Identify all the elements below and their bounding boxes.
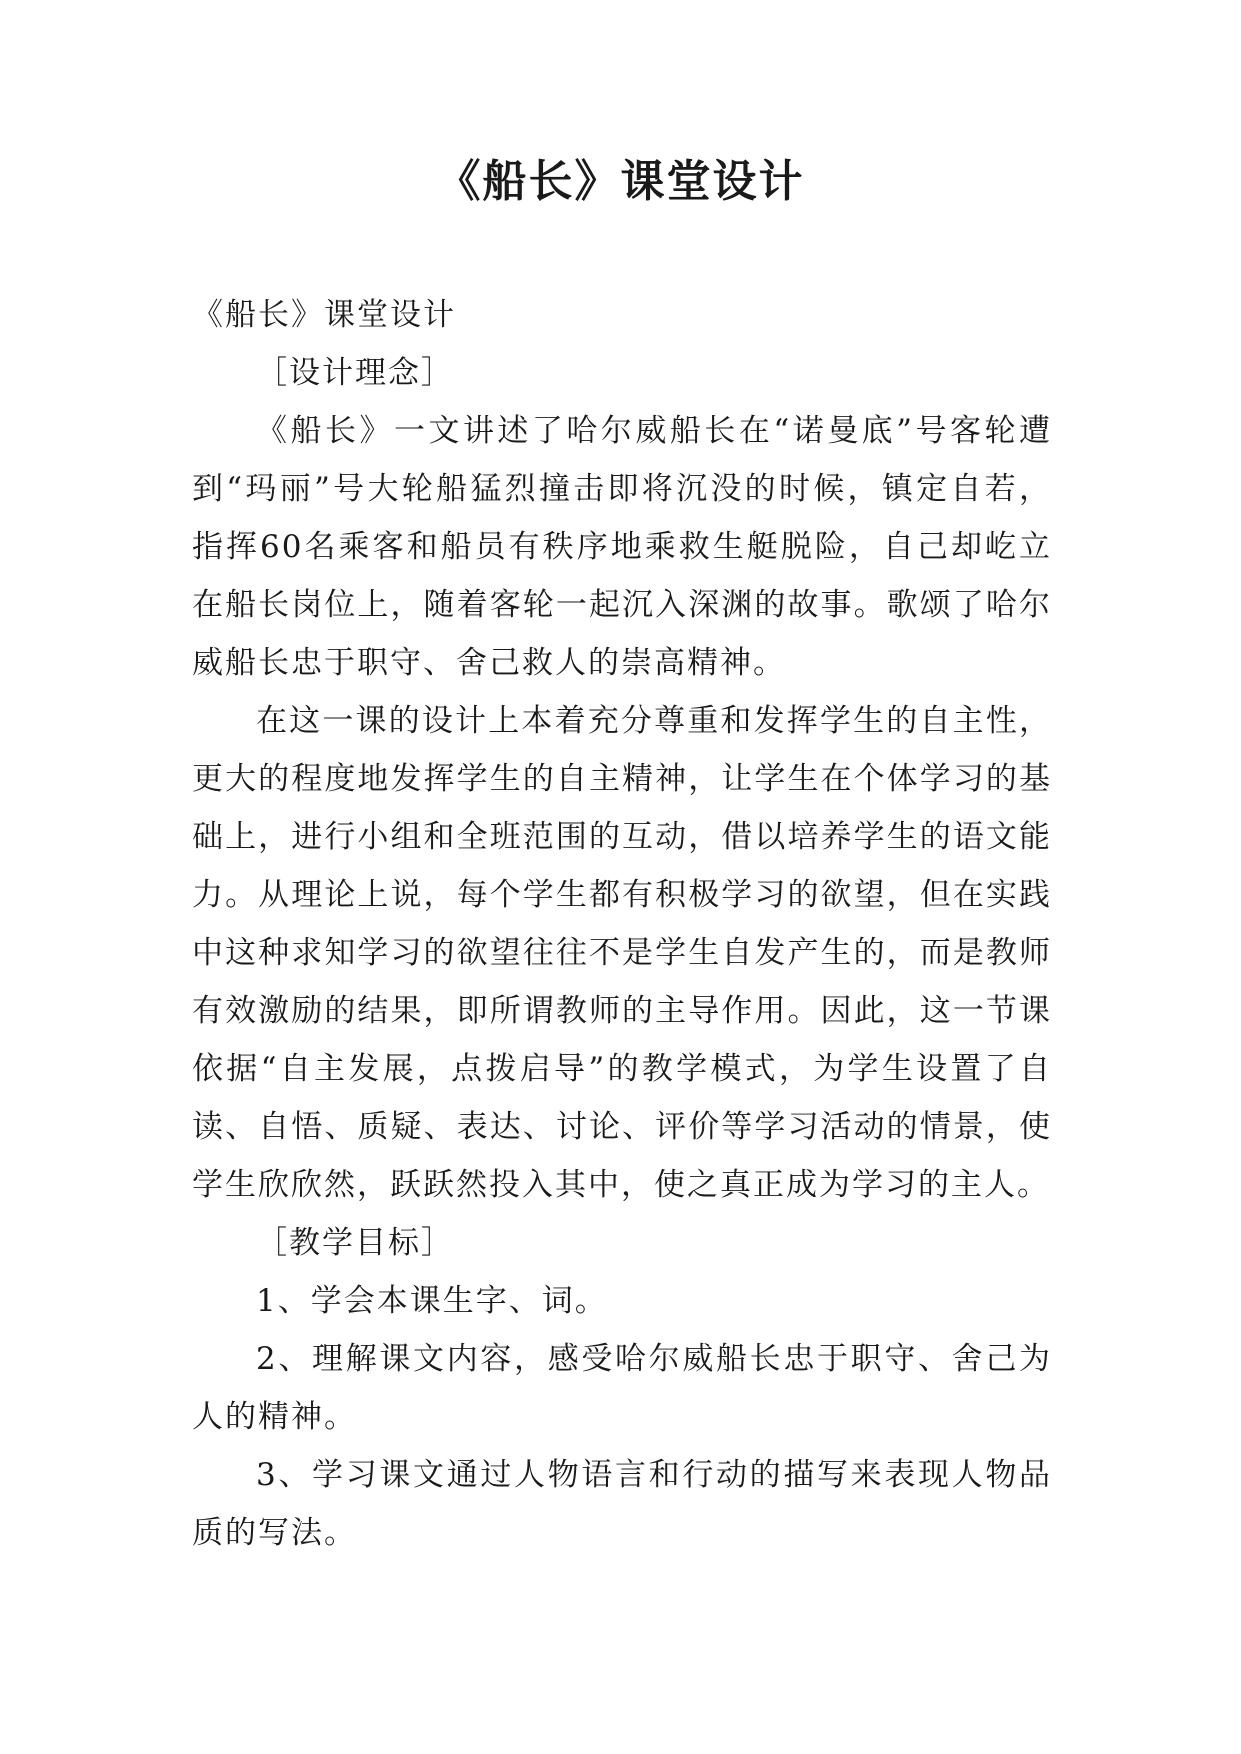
- document-title: 《船长》课堂设计: [436, 156, 805, 207]
- goal-item-2: 2、理解课文内容，感受哈尔威船长忠于职守、舍己为人的精神。: [192, 1341, 1052, 1435]
- section-heading-teaching-goals: ［教学目标］: [256, 1225, 454, 1261]
- goal-item-3: 3、学习课文通过人物语言和行动的描写来表现人物品质的写法。: [192, 1457, 1052, 1551]
- doc-heading-paragraph: 《船长》课堂设计: [192, 297, 456, 333]
- goal-item-1: 1、学会本课生字、词。: [256, 1283, 608, 1319]
- section-heading-design-concept: ［设计理念］: [256, 355, 454, 391]
- paragraph-summary: 《船长》一文讲述了哈尔威船长在“诺曼底”号客轮遭到“玛丽”号大轮船猛烈撞击即将沉没的时候，镇定自若，指挥60名乘客和船员有秩序地乘救生艇脱险，自己却屹立在船长岗位上，随着客轮一起沉入深渊的故事。歌颂了哈尔威船长忠于职守、舍己救人的崇高精神。: [192, 413, 1052, 681]
- document-body: [192, 286, 1052, 1562]
- paragraph-design-approach: 在这一课的设计上本着充分尊重和发挥学生的自主性，更大的程度地发挥学生的自主精神，让学生在个体学习的基础上，进行小组和全班范围的互动，借以培养学生的语文能力。从理论上说，每个学生都有积极学习的欲望，但在实践中这种求知学习的欲望往往不是学生自发产生的，而是教师有效激励的结果，即所谓教师的主导作用。因此，这一节课依据“自主发展，点拨启导”的教学模式，为学生设置了自读、自悟、质疑、表达、讨论、评价等学习活动的情景，使学生欣欣然，跃跃然投入其中，使之真正成为学习的主人。: [192, 703, 1052, 1203]
